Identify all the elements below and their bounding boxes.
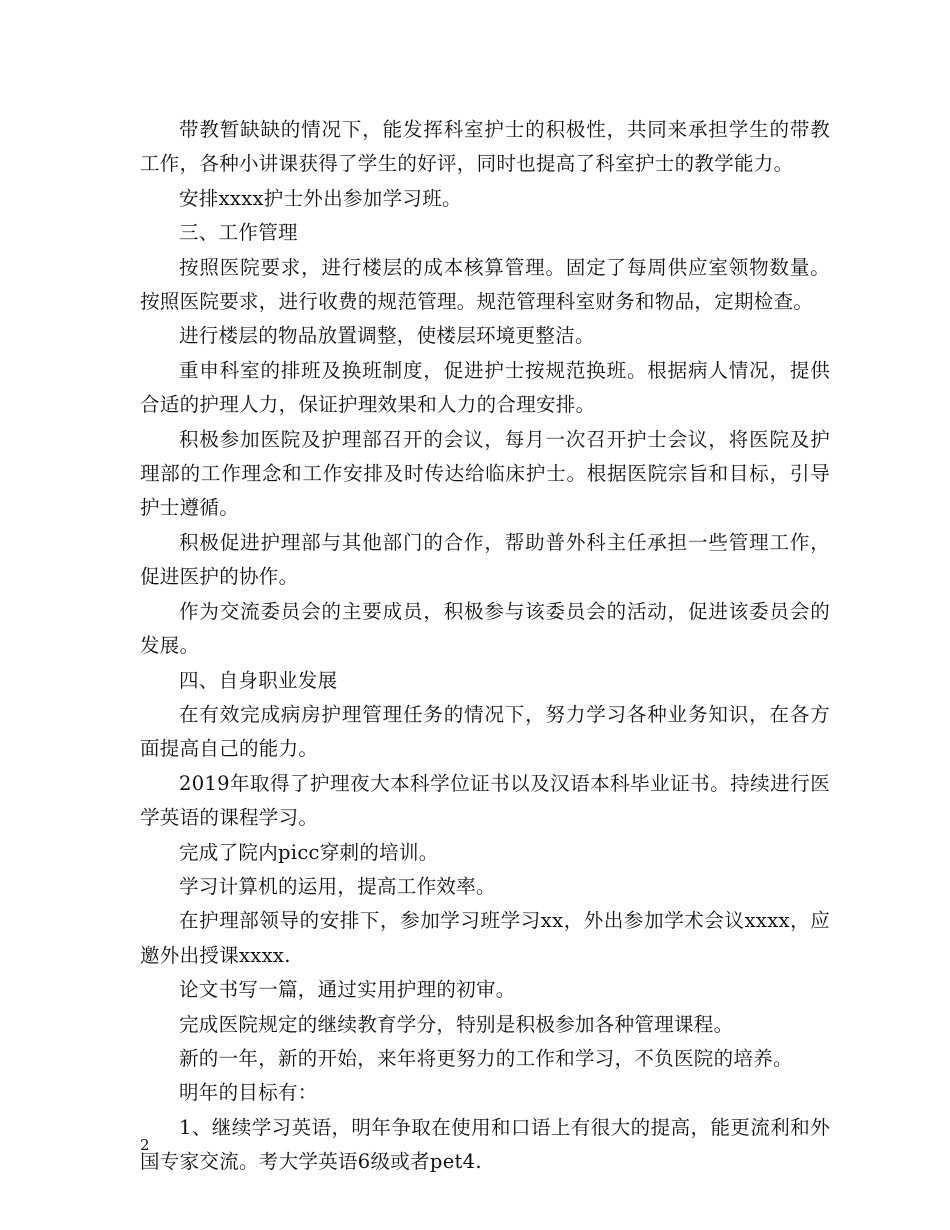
paragraph-14: 学习计算机的运用，提高工作效率。 [179, 874, 496, 898]
section-heading-work-management: 三、工作管理 [179, 221, 298, 245]
paragraph-6: 重申科室的排班及换班制度，促进护士按规范换班。根据病人情况，提供合适的护理人力，保证护理效果和人力的合理安排。 [140, 358, 830, 417]
paragraph-1: 带教暂缺缺的情况下，能发挥科室护士的积极性，共同来承担学生的带教工作，各种小讲课获得了学生的好评，同时也提高了科室护士的教学能力。 [140, 118, 830, 176]
paragraph-9: 作为交流委员会的主要成员，积极参与该委员会的活动，促进该委员会的发展。 [140, 599, 830, 658]
page-number: 2 [140, 1136, 150, 1154]
paragraph-7: 积极参加医院及护理部召开的会议，每月一次召开护士会议，将医院及护理部的工作理念和工作安排及时传达给临床护士。根据医院宗旨和目标，引导护士遵循。 [140, 427, 830, 520]
paragraph-12: 2019年取得了护理夜大本科学位证书以及汉语本科毕业证书。持续进行医学英语的课程学习。 [140, 771, 830, 830]
paragraph-13: 完成了院内picc穿刺的培训。 [179, 840, 439, 864]
paragraph-17: 完成医院规定的继续教育学分，特别是积极参加各种管理课程。 [179, 1012, 734, 1036]
document-body [140, 113, 830, 1180]
paragraph-5: 进行楼层的物品放置调整，使楼层环境更整洁。 [179, 324, 595, 348]
paragraph-8: 积极促进护理部与其他部门的合作，帮助普外科主任承担一些管理工作，促进医护的协作。 [140, 530, 830, 589]
paragraph-2: 安排xxxx护士外出参加学习班。 [179, 186, 462, 210]
paragraph-4: 按照医院要求，进行楼层的成本核算管理。固定了每周供应室领物数量。按照医院要求，进行收费的规范管理。规范管理科室财务和物品，定期检查。 [140, 255, 830, 314]
section-heading-career-development: 四、自身职业发展 [179, 668, 338, 692]
paragraph-11: 在有效完成病房护理管理任务的情况下，努力学习各种业务知识，在各方面提高自己的能力。 [140, 702, 830, 761]
paragraph-15: 在护理部领导的安排下，参加学习班学习xx，外出参加学术会议xxxx，应邀外出授课xxxx. [140, 909, 830, 967]
paragraph-20: 1、继续学习英语，明年争取在使用和口语上有很大的提高，能更流利和外国专家交流。考大学英语6级或者pet4. [140, 1115, 830, 1174]
paragraph-16: 论文书写一篇，通过实用护理的初审。 [179, 978, 516, 1002]
paragraph-18: 新的一年，新的开始，来年将更努力的工作和学习，不负医院的培养。 [179, 1046, 793, 1070]
paragraph-19: 明年的目标有： [179, 1081, 318, 1105]
